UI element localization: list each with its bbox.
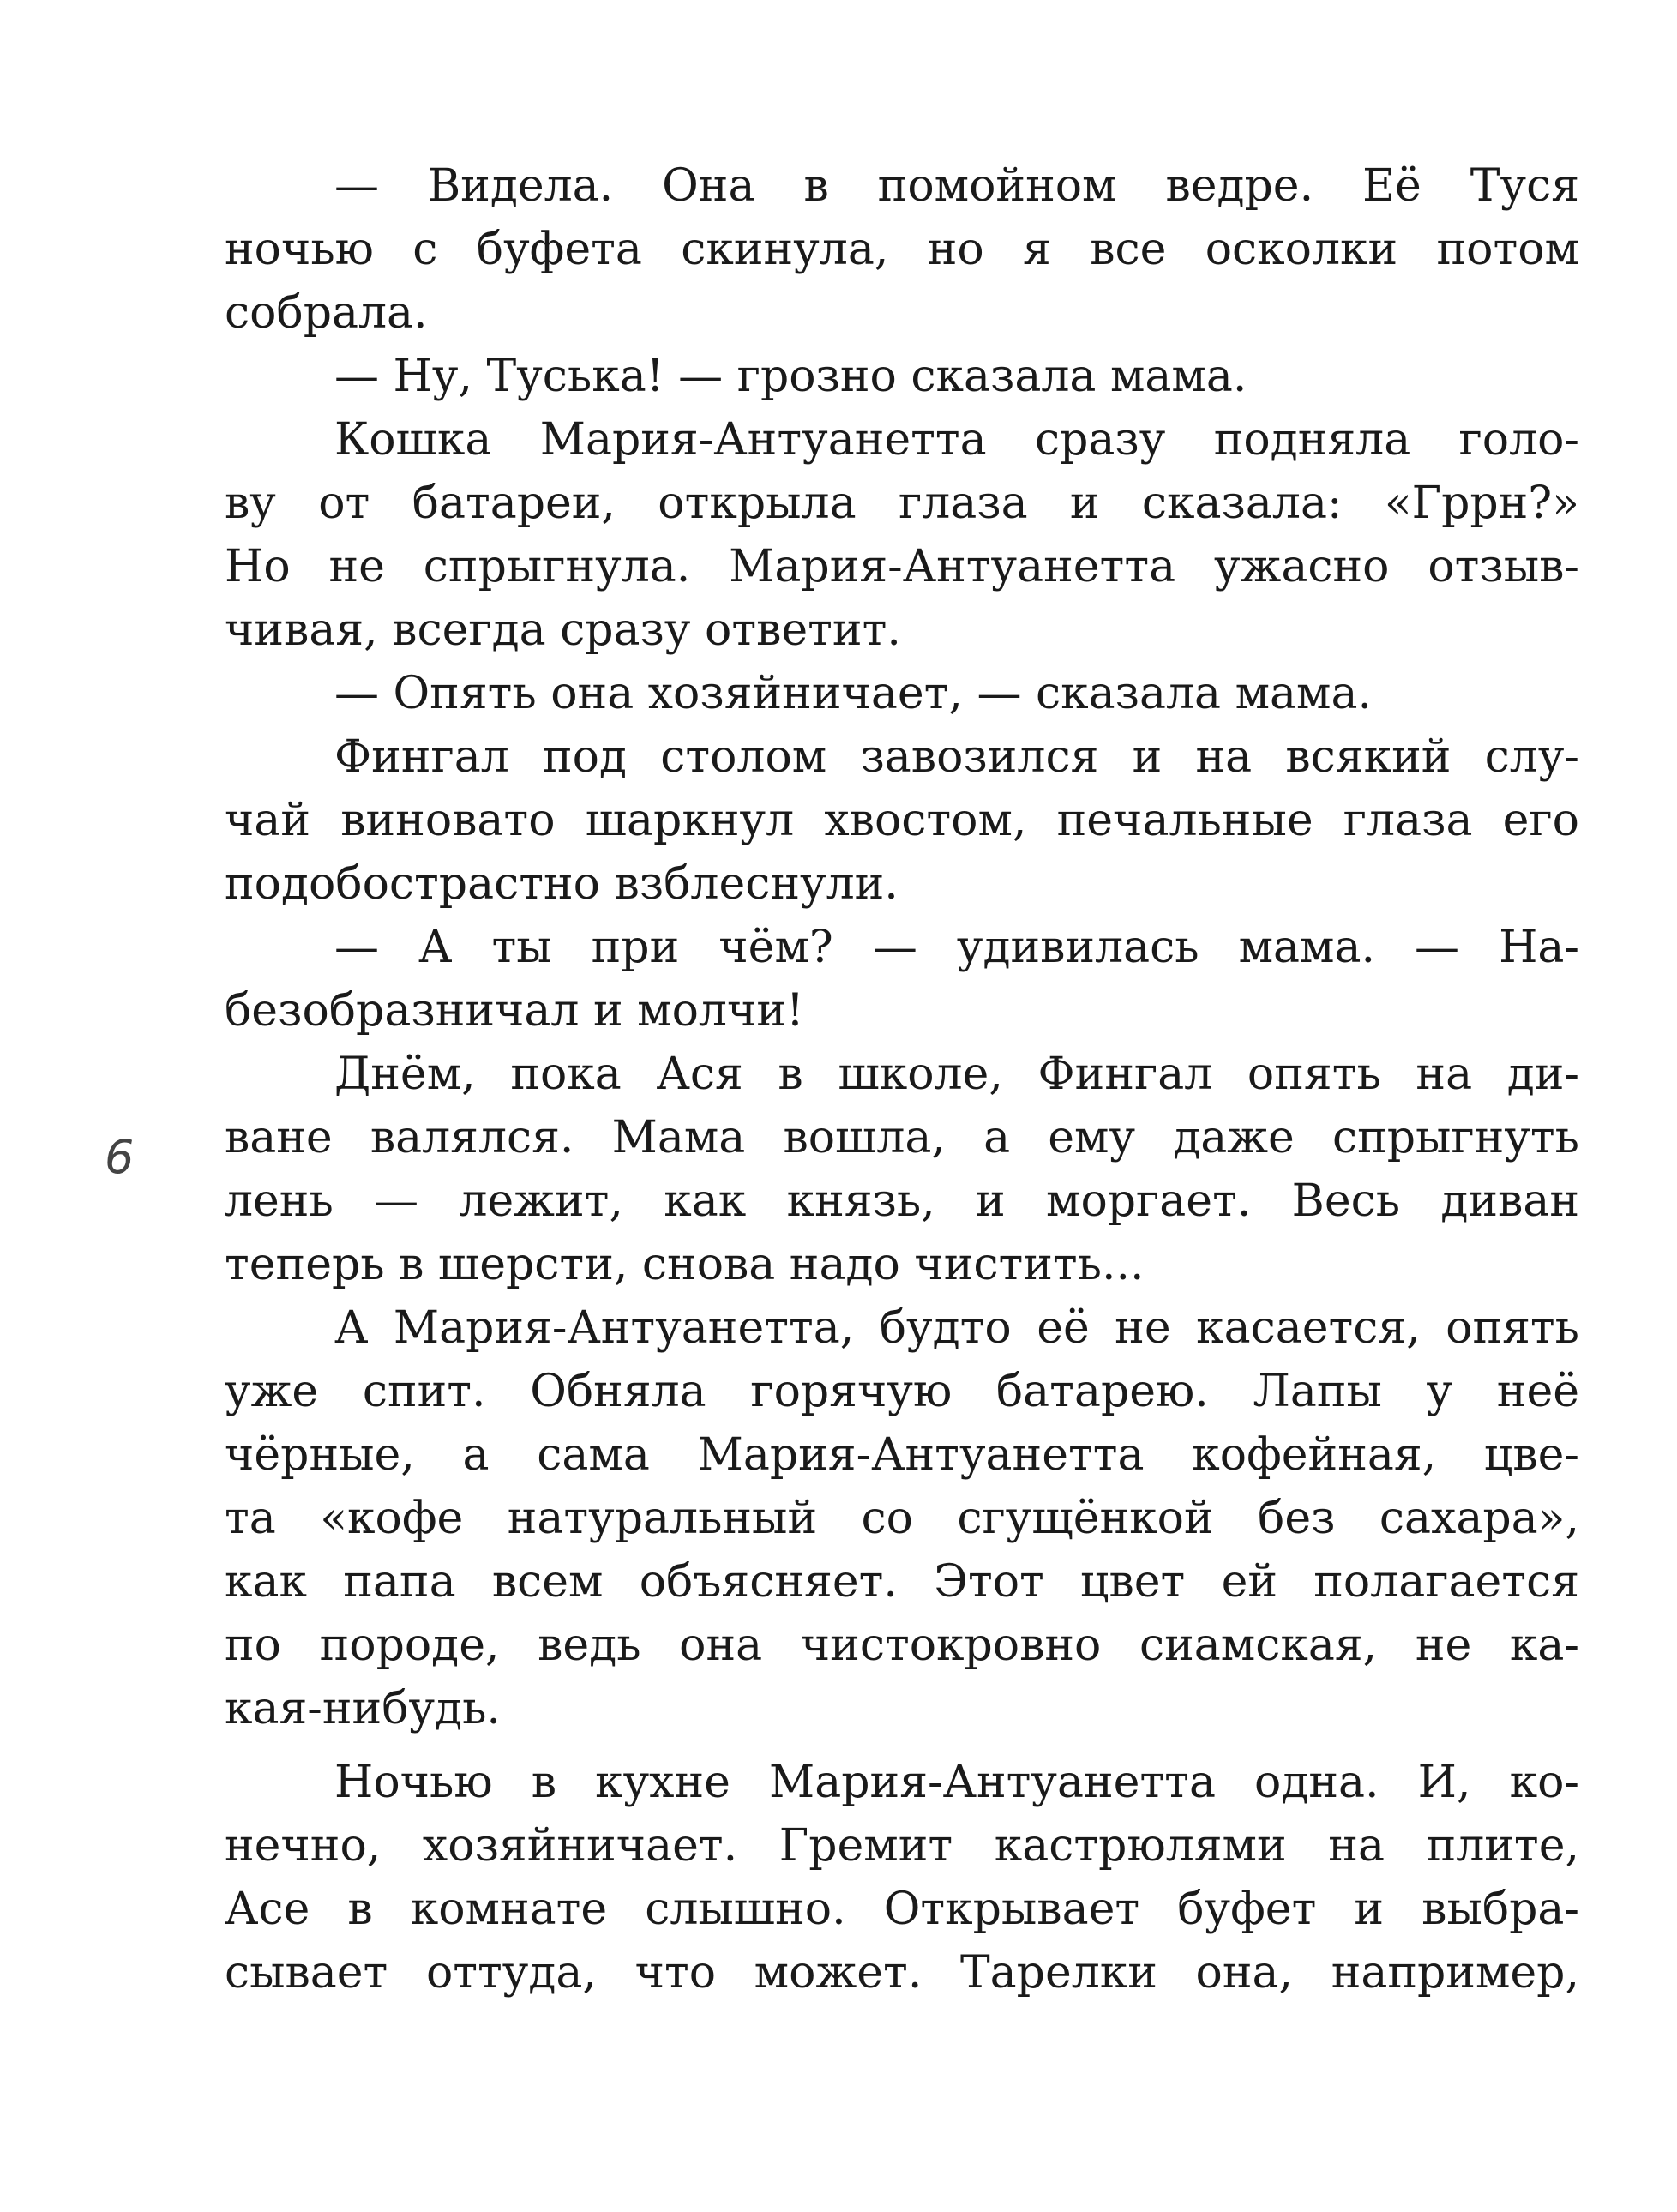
text-line: лень — лежит, как князь, и моргает. Весь диван <box>225 1175 1579 1227</box>
text-line: Днём, пока Ася в школе, Фингал опять на ди- <box>334 1049 1579 1100</box>
text-block <box>225 154 1579 2005</box>
text-line: Ночью в кухне Мария-Антуанетта одна. И, ко- <box>334 1757 1579 1808</box>
text-line: та «кофе натуральный со сгущёнкой без сахара», <box>225 1493 1579 1544</box>
text-line: нечно, хозяйничает. Гремит кастрюлями на плите, <box>225 1820 1579 1872</box>
text-line: подобострастно взблеснули. <box>225 858 899 910</box>
text-line: Фингал под столом завозился и на всякий слу- <box>334 731 1579 783</box>
text-line: Асе в комнате слышно. Открывает буфет и выбра- <box>225 1884 1579 1935</box>
text-line: — А ты при чём? — удивилась мама. — На- <box>334 922 1579 973</box>
text-line: собрала. <box>225 287 428 339</box>
text-line: по породе, ведь она чистокровно сиамская, не ка- <box>225 1620 1579 1671</box>
text-line: ночью с буфета скинула, но я все осколки потом <box>225 224 1579 275</box>
text-line: — Опять она хозяйничает, — сказала мама. <box>334 668 1372 719</box>
text-line: кая-нибудь. <box>225 1683 501 1734</box>
text-line: безобразничал и молчи! <box>225 985 804 1037</box>
text-line: ву от батареи, открыла глаза и сказала: «Гррн?» <box>225 478 1579 529</box>
text-line: Кошка Мария-Антуанетта сразу подняла голо- <box>334 414 1579 466</box>
text-line: Но не спрыгнула. Мария-Антуанетта ужасно отзыв- <box>225 541 1579 592</box>
text-line: чёрные, а сама Мария-Антуанетта кофейная, цве- <box>225 1429 1579 1481</box>
page-number: 6 <box>105 1130 135 1184</box>
text-line: А Мария-Антуанетта, будто её не касается, опять <box>334 1302 1579 1354</box>
text-line: ване валялся. Мама вошла, а ему даже спрыгнуть <box>225 1112 1579 1163</box>
text-line: — Ну, Туська! — грозно сказала мама. <box>334 351 1247 402</box>
text-line: — Видела. Она в помойном ведре. Её Туся <box>334 160 1579 212</box>
paragraph-gap <box>225 1740 1579 1751</box>
text-line: чивая, всегда сразу ответит. <box>225 604 901 656</box>
text-line: сывает оттуда, что может. Тарелки она, например, <box>225 1947 1579 1999</box>
text-line: уже спит. Обняла горячую батарею. Лапы у неё <box>225 1366 1579 1417</box>
text-line: как папа всем объясняет. Этот цвет ей полагается <box>225 1556 1579 1608</box>
text-line: теперь в шерсти, снова надо чистить... <box>225 1239 1145 1290</box>
text-line: чай виновато шаркнул хвостом, печальные глаза его <box>225 795 1579 846</box>
